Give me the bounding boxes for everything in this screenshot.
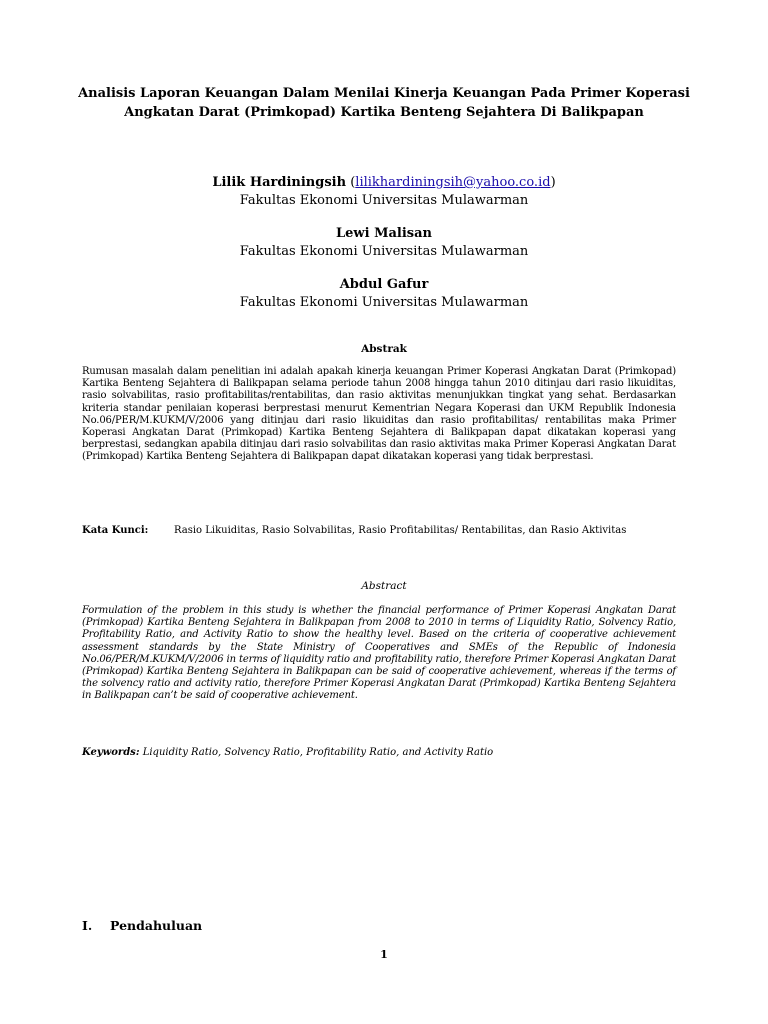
abstract-keywords-text: Liquidity Ratio, Solvency Ratio, Profitability Ratio, and Activity Ratio [142, 747, 494, 758]
abstract-keywords-label: Keywords: [82, 747, 140, 758]
author-email-link[interactable]: lilikhardiningsih@yahoo.co.id [355, 175, 551, 190]
section-heading-pendahuluan [82, 918, 202, 933]
paper-title-line-2: Angkatan Darat (Primkopad) Kartika Benteng Sejahtera Di Balikpapan [124, 105, 644, 120]
paper-title-line-1: Analisis Laporan Keuangan Dalam Menilai Kinerja Keuangan Pada Primer Koperasi [78, 86, 690, 101]
author-name: Lewi Malisan [336, 226, 432, 241]
abstract-text: Formulation of the problem in this study is whether the financial performance of Primer Koperasi Angkatan Darat (Primkopad) Kartika Benteng Sejahtera in Balikpapan from 2008 to 2010 in terms of Liquidity Ratio, Solvency Ratio, Profitability Ratio, and Activity Ratio to show the healthy level. Based on the criteria of cooperative achievement assessment standards by the State Ministry of Cooperatives and SMEs of the Republic of Indonesia No.06/PER/M.KUKM/V/2006 in terms of liquidity ratio and profitability ratio, therefore Primer Koperasi Angkatan Darat (Primkopad) Kartika Benteng Sejahtera in Balikpapan can be said of cooperative achievement, whereas if the terms of the solvency ratio and activity ratio, therefore Primer Koperasi Angkatan Darat (Primkopad) Kartika Benteng Sejahtera in Balikpapan can’t be said of cooperative achievement. [82, 605, 676, 702]
abstrak-keywords-label: Kata Kunci: [82, 525, 149, 536]
abstrak-text: Rumusan masalah dalam penelitian ini adalah apakah kinerja keuangan Primer Koperasi Angkatan Darat (Primkopad) Kartika Benteng Sejahtera di Balikpapan selama periode tahun 2008 hingga tahun 2010 ditinjau dari rasio likuiditas, rasio solvabilitas, rasio profitabilitas/rentabilitas, dan rasio aktivitas menunjukkan tingkat yang sehat. Berdasarkan kriteria standar penilaian koperasi berprestasi menurut Kementrian Negara Koperasi dan UKM Republik Indonesia No.06/PER/M.KUKM/V/2006 yang ditinjau dari rasio likuiditas dan rasio profitabilitas/ rentabilitas maka Primer Koperasi Angkatan Darat (Primkopad) Kartika Benteng Sejahtera di Balikpapan dapat dikatakan koperasi yang berprestasi, sedangkan apabila ditinjau dari rasio solvabilitas dan rasio aktivitas maka Primer Koperasi Angkatan Darat (Primkopad) Kartika Benteng Sejahtera di Balikpapan dapat dikatakan koperasi yang tidak berprestasi. [82, 366, 676, 463]
abstract-heading: Abstract [361, 580, 407, 592]
section-number: I. [82, 918, 93, 933]
author-affiliation: Fakultas Ekonomi Universitas Mulawarman [239, 295, 529, 310]
abstrak-heading: Abstrak [361, 343, 407, 355]
abstrak-keywords [82, 524, 682, 537]
author-affiliation: Fakultas Ekonomi Universitas Mulawarman [239, 244, 529, 259]
author-1: Lilik Hardiningsih (lilikhardiningsih@yahoo.co.id) Fakultas Ekonomi Universitas Mulawarman [0, 174, 768, 210]
author-affiliation: Fakultas Ekonomi Universitas Mulawarman [239, 193, 529, 208]
section-title: Pendahuluan [110, 918, 203, 933]
abstrak-keywords-text: Rasio Likuiditas, Rasio Solvabilitas, Rasio Profitabilitas/ Rentabilitas, dan Rasio Aktivitas [174, 525, 627, 536]
author-3 [0, 276, 768, 312]
author-name: Lilik Hardiningsih [212, 175, 347, 190]
paper-title [60, 84, 708, 122]
page-number: 1 [380, 948, 388, 961]
author-2 [0, 225, 768, 261]
author-name: Abdul Gafur [339, 277, 429, 292]
abstract-keywords [82, 746, 682, 759]
